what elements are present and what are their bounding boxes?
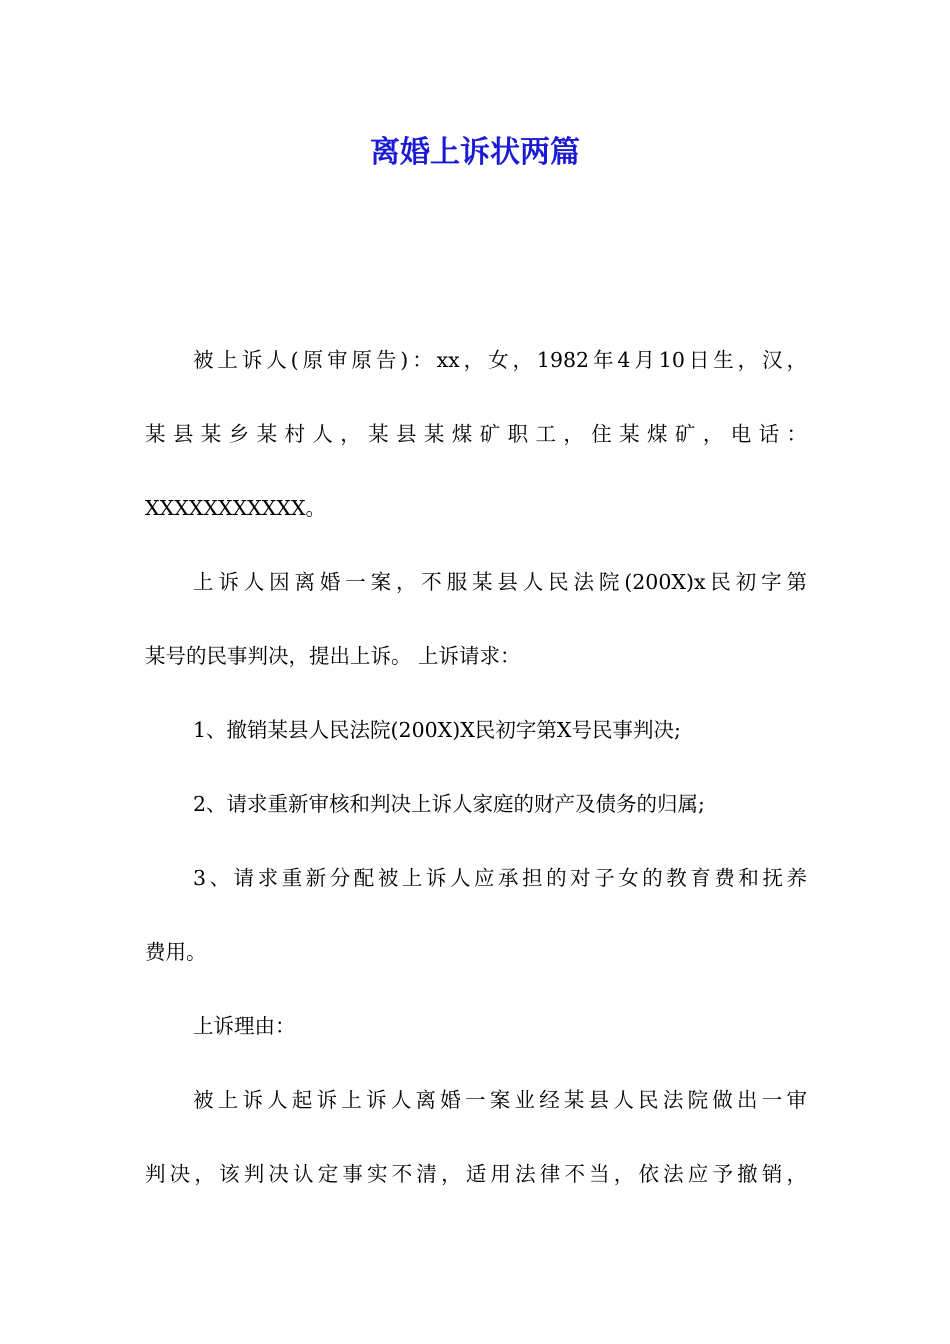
paragraph-line: 被上诉人(原审原告)：xx，女，1982年4月10日生，汉， [193,348,807,372]
paragraph-line: 上诉人因离婚一案，不服某县人民法院(200X)x民初字第 [193,570,807,594]
paragraph-line: 某号的民事判决，提出上诉。 上诉请求： [145,644,521,668]
paragraph-line: 1、撤销某县人民法院(200X)X民初字第X号民事判决; [193,718,681,742]
paragraph-line: 判决，该判决认定事实不清，适用法律不当，依法应予撤销， [145,1162,807,1186]
paragraph-line: 3、请求重新分配被上诉人应承担的对子女的教育费和抚养 [193,866,807,890]
paragraph-line: XXXXXXXXXXX。 [145,496,327,520]
document-title: 离婚上诉状两篇 [370,135,580,170]
paragraph-line: 某县某乡某村人，某县某煤矿职工，住某煤矿，电话： [145,422,807,446]
paragraph-line: 上诉理由： [193,1014,296,1038]
paragraph-line: 费用。 [145,940,207,964]
document-body [145,335,807,1223]
paragraph-line: 被上诉人起诉上诉人离婚一案业经某县人民法院做出一审 [193,1088,807,1112]
paragraph-line: 2、请求重新审核和判决上诉人家庭的财产及债务的归属; [193,792,705,816]
